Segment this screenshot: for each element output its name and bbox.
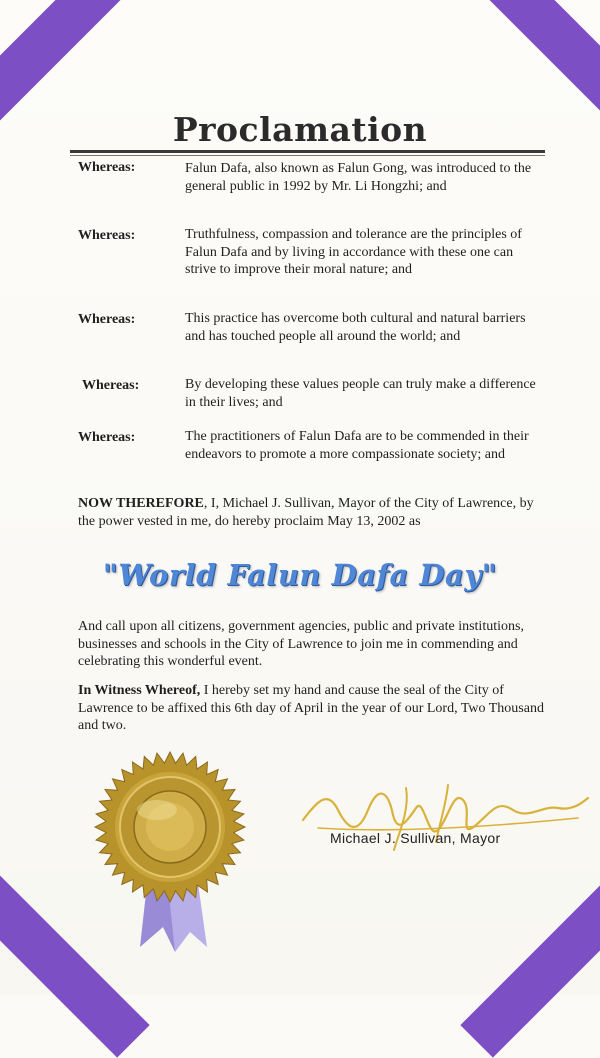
now-therefore-lead: NOW THEREFORE — [78, 496, 204, 511]
whereas-clause-4: By developing these values people can truly make a difference in their lives; and — [185, 377, 536, 410]
whereas-label-4: Whereas: — [82, 378, 140, 393]
whereas-clause-1: Falun Dafa, also known as Falun Gong, was introduced to the general public in 1992 by Mr. Li Hongzhi; and — [185, 161, 532, 194]
witness-lead: In Witness Whereof, — [78, 683, 201, 698]
whereas-label-5: Whereas: — [78, 430, 136, 445]
now-therefore-text: , I, Michael J. Sullivan, Mayor of the City of Lawrence, by the power vested in me, do hereby proclaim May 13, 2002 as — [78, 496, 534, 529]
signature-icon — [298, 780, 598, 860]
whereas-clause-2: Truthfulness, compassion and tolerance are the principles of Falun Dafa and by living in accordance with these one can strive to improve their moral nature; and — [185, 227, 522, 277]
proclaimed-day-banner: "World Falun Dafa Day" — [102, 558, 498, 592]
title-rule — [70, 150, 545, 153]
now-therefore-paragraph — [78, 495, 548, 530]
witness-paragraph — [78, 682, 548, 735]
whereas-label-3: Whereas: — [78, 312, 136, 327]
whereas-label-2: Whereas: — [78, 228, 136, 243]
whereas-label-1: Whereas: — [78, 160, 136, 175]
gold-seal-icon — [95, 752, 245, 902]
whereas-clause-5: The practitioners of Falun Dafa are to be commended in their endeavors to promote a more compassionate society; and — [185, 429, 529, 462]
witness-text: I hereby set my hand and cause the seal of the City of Lawrence to be affixed this 6th day of April in the year of our Lord, Two Thousand and two. — [78, 683, 544, 733]
title-rule-thin — [70, 155, 545, 156]
signature-name: Michael J. Sullivan, Mayor — [330, 830, 501, 846]
call-paragraph: And call upon all citizens, government agencies, public and private institutions, businesses and schools in the City of Lawrence to join me in commending and celebrating this wonderful event. — [78, 619, 524, 669]
page-title: Proclamation — [172, 110, 428, 149]
whereas-clause-3: This practice has overcome both cultural and natural barriers and has touched people all around the world; and — [185, 311, 526, 344]
